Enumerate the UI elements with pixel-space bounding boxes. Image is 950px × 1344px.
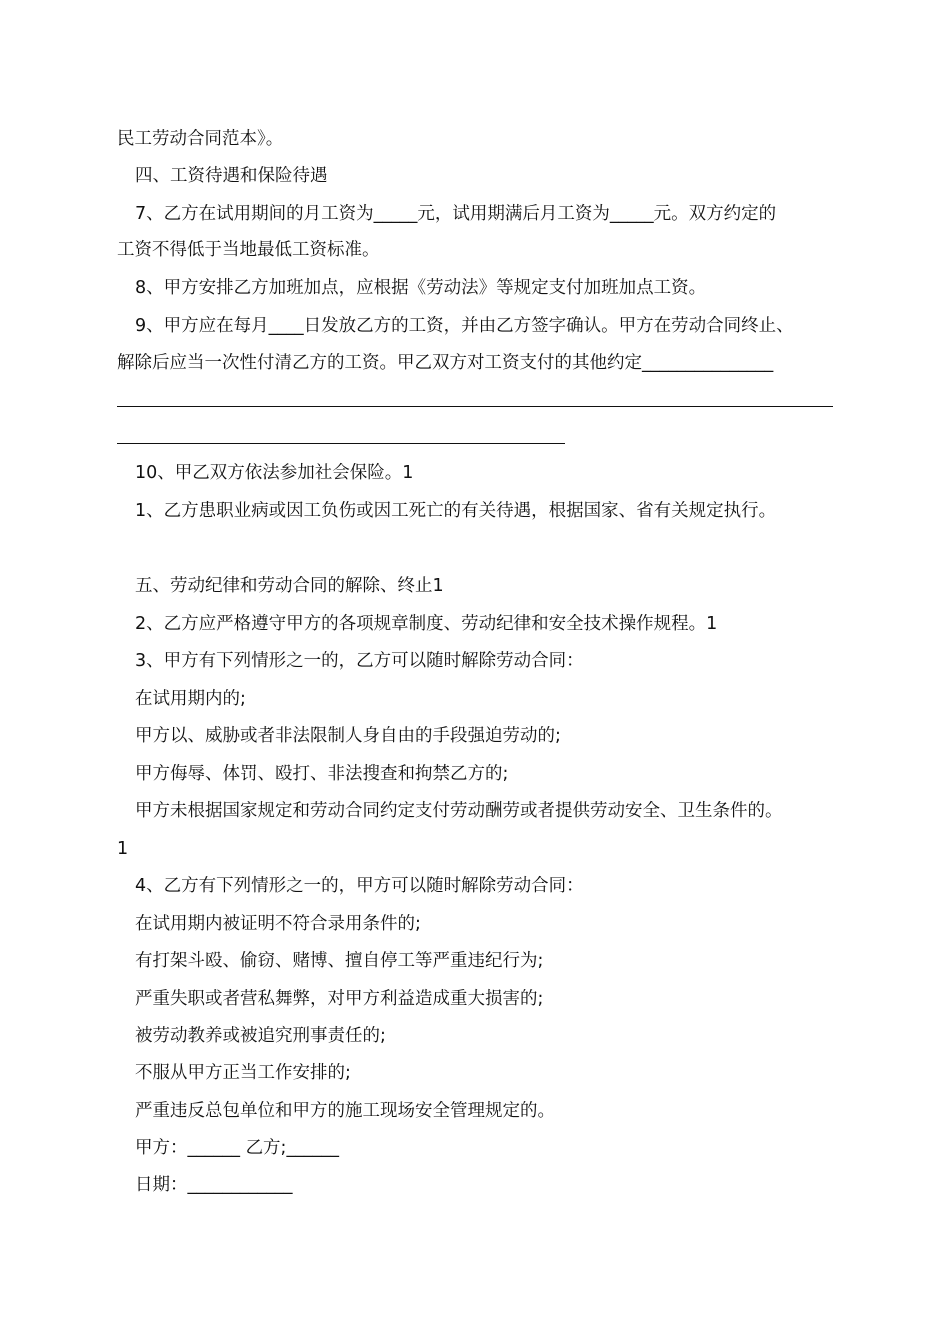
- clause-4-item-2: 有打架斗殴、偷窃、赌博、擅自停工等严重违纪行为;: [135, 951, 544, 971]
- clause-2: 2、乙方应严格遵守甲方的各项规章制度、劳动纪律和安全技术操作规程。1: [135, 614, 718, 634]
- signature-line: 甲方：______ 乙方;______: [135, 1138, 339, 1158]
- clause-3-item-2: 甲方以、威胁或者非法限制人身自由的手段强迫劳动的;: [135, 726, 561, 746]
- clause-3-item-1: 在试用期内的;: [135, 689, 246, 709]
- clause-9-line-2: 解除后应当一次性付清乙方的工资。甲乙双方对工资支付的其他约定_______________: [117, 353, 774, 373]
- section-heading-wages: 四、工资待遇和保险待遇: [135, 166, 328, 186]
- clause-3: 3、甲方有下列情形之一的，乙方可以随时解除劳动合同：: [135, 651, 584, 671]
- clause-1-benefits: 1、乙方患职业病或因工负伤或因工死亡的有关待遇，根据国家、省有关规定执行。: [135, 501, 777, 521]
- section-heading-discipline: 五、劳动纪律和劳动合同的解除、终止1: [135, 576, 444, 596]
- clause-3-item-4: 甲方未根据国家规定和劳动合同约定支付劳动酬劳或者提供劳动安全、卫生条件的。: [135, 801, 783, 821]
- clause-3-item-3: 甲方侮辱、体罚、殴打、非法搜查和拘禁乙方的;: [135, 764, 509, 784]
- blank-underline-1: [117, 406, 833, 407]
- date-line: 日期：____________: [135, 1175, 293, 1195]
- clause-8: 8、甲方安排乙方加班加点，应根据《劳动法》等规定支付加班加点工资。: [135, 278, 707, 298]
- clause-9-line-1: 9、甲方应在每月____日发放乙方的工资，并由乙方签字确认。甲方在劳动合同终止、: [135, 316, 794, 336]
- clause-7-line-2: 工资不得低于当地最低工资标准。: [117, 240, 380, 260]
- clause-4-item-4: 被劳动教养或被追究刑事责任的;: [135, 1026, 386, 1046]
- blank-underline-2: [117, 443, 565, 444]
- clause-4-item-6: 严重违反总包单位和甲方的施工现场安全管理规定的。: [135, 1101, 555, 1121]
- footnote-marker: 1: [117, 839, 129, 859]
- clause-7-line-1: 7、乙方在试用期间的月工资为_____元，试用期满后月工资为_____元。双方约定的: [135, 204, 777, 224]
- clause-4-item-5: 不服从甲方正当工作安排的;: [135, 1063, 351, 1083]
- text-line-continuation: 民工劳动合同范本》。: [117, 129, 284, 149]
- clause-4-item-1: 在试用期内被证明不符合录用条件的;: [135, 914, 421, 934]
- clause-4: 4、乙方有下列情形之一的，甲方可以随时解除劳动合同：: [135, 876, 584, 896]
- clause-10: 10、甲乙双方依法参加社会保险。1: [135, 463, 414, 483]
- clause-4-item-3: 严重失职或者营私舞弊，对甲方利益造成重大损害的;: [135, 989, 544, 1009]
